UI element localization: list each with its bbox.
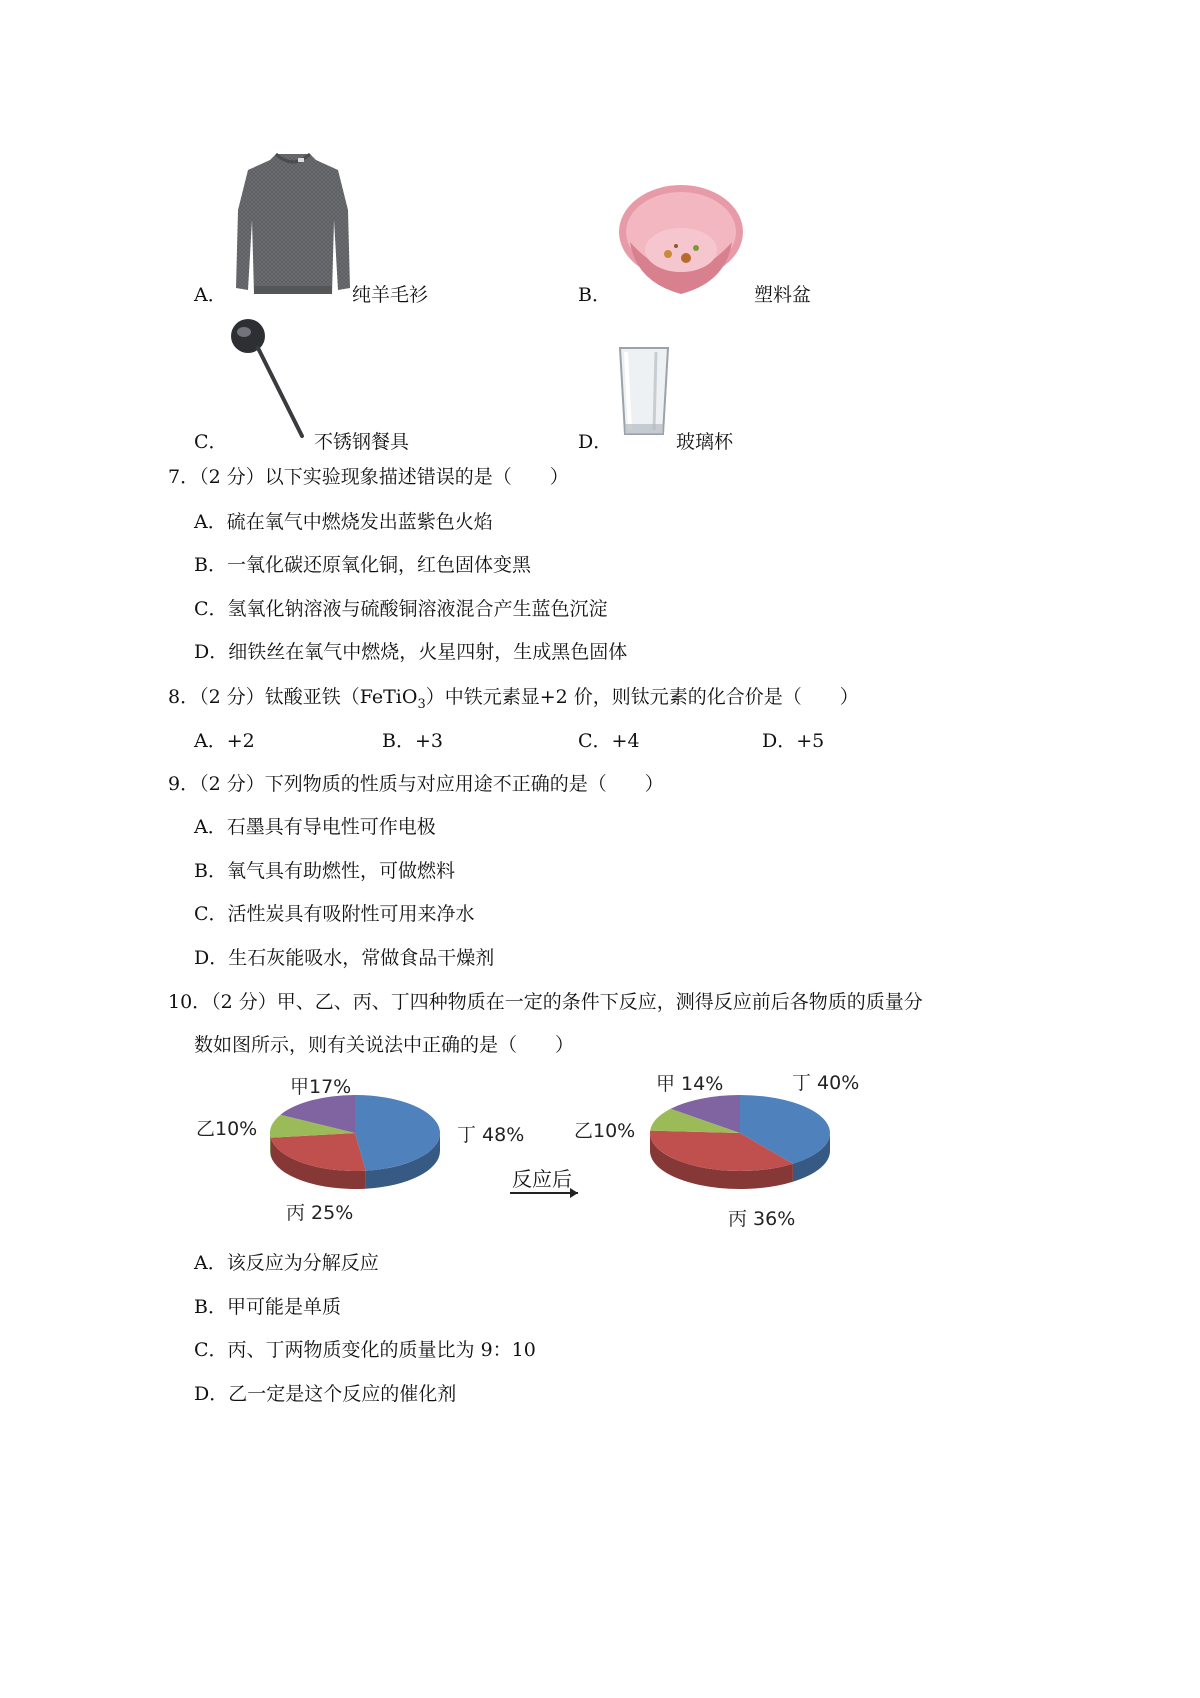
q8-stem-after: ）中铁元素显+2 价，则钛元素的化合价是（ ）	[425, 686, 859, 708]
pie-label-乙: 乙10%	[574, 1120, 636, 1142]
basin-icon	[616, 182, 746, 300]
q7-option-c: C．氢氧化钠溶液与硫酸铜溶液混合产生蓝色沉淀	[194, 598, 608, 620]
q9-option-b: B．氧气具有助燃性，可做燃料	[194, 860, 455, 882]
q10-option-c: C．丙、丁两物质变化的质量比为 9：10	[194, 1339, 536, 1361]
q6-option-d-label: 玻璃杯	[676, 431, 734, 453]
reaction-arrow-label: 反应后	[512, 1167, 572, 1191]
q6-option-b-label: 塑料盆	[754, 284, 812, 306]
q7-option-d: D．细铁丝在氧气中燃烧，火星四射，生成黑色固体	[194, 641, 628, 663]
q7-option-b: B．一氧化碳还原氧化铜，红色固体变黑	[194, 554, 531, 576]
q8-option-a: A．+2	[194, 730, 255, 752]
pie-label-丙: 丙 25%	[286, 1202, 354, 1224]
glass-cup-icon	[616, 344, 672, 440]
q9-option-a: A．石墨具有导电性可作电极	[194, 816, 436, 838]
q7-stem: 7．（2 分）以下实验现象描述错误的是（ ）	[168, 466, 569, 488]
ladle-icon	[226, 314, 316, 442]
q6-option-b-letter: B．	[578, 284, 611, 306]
q9-option-c: C．活性炭具有吸附性可用来净水	[194, 903, 475, 925]
q6-option-c-label: 不锈钢餐具	[314, 431, 410, 453]
pie-label-丁: 丁 40%	[792, 1072, 860, 1094]
q6-option-a-label: 纯羊毛衫	[352, 284, 429, 306]
q6-option-a-letter: A．	[194, 284, 227, 306]
q6-option-d-letter: D．	[578, 431, 613, 453]
q8-stem-before: 8．（2 分）钛酸亚铁（FeTiO	[168, 686, 418, 708]
q10-pie-figure	[180, 1065, 900, 1235]
q10-option-b: B．甲可能是单质	[194, 1296, 341, 1318]
q8-stem	[168, 683, 859, 719]
pie-label-甲: 甲17%	[290, 1076, 352, 1098]
pie-label-丙: 丙 36%	[728, 1208, 796, 1230]
pie-chart-before	[270, 1095, 440, 1189]
q10-option-a: A．该反应为分解反应	[194, 1252, 379, 1274]
q10-option-d: D．乙一定是这个反应的催化剂	[194, 1383, 457, 1405]
q8-option-c: C．+4	[578, 730, 640, 752]
q10-stem-line2: 数如图所示，则有关说法中正确的是（ ）	[194, 1034, 575, 1056]
pie-label-乙: 乙10%	[196, 1118, 258, 1140]
sweater-icon	[234, 150, 352, 298]
q9-stem: 9．（2 分）下列物质的性质与对应用途不正确的是（ ）	[168, 773, 664, 795]
q7-option-a: A．硫在氧气中燃烧发出蓝紫色火焰	[194, 511, 493, 533]
pie-label-丁: 丁 48%	[457, 1124, 525, 1146]
pie-label-甲: 甲 14%	[656, 1073, 724, 1095]
q10-stem-line1: 10．（2 分）甲、乙、丙、丁四种物质在一定的条件下反应，测得反应前后各物质的质量分	[168, 991, 923, 1013]
q8-option-d: D．+5	[762, 730, 825, 752]
q6-option-c-letter: C．	[194, 431, 228, 453]
q8-option-b: B．+3	[382, 730, 443, 752]
pie-chart-after	[650, 1095, 830, 1189]
q8-stem-subscript: 3	[417, 696, 426, 712]
q9-option-d: D．生石灰能吸水，常做食品干燥剂	[194, 947, 495, 969]
